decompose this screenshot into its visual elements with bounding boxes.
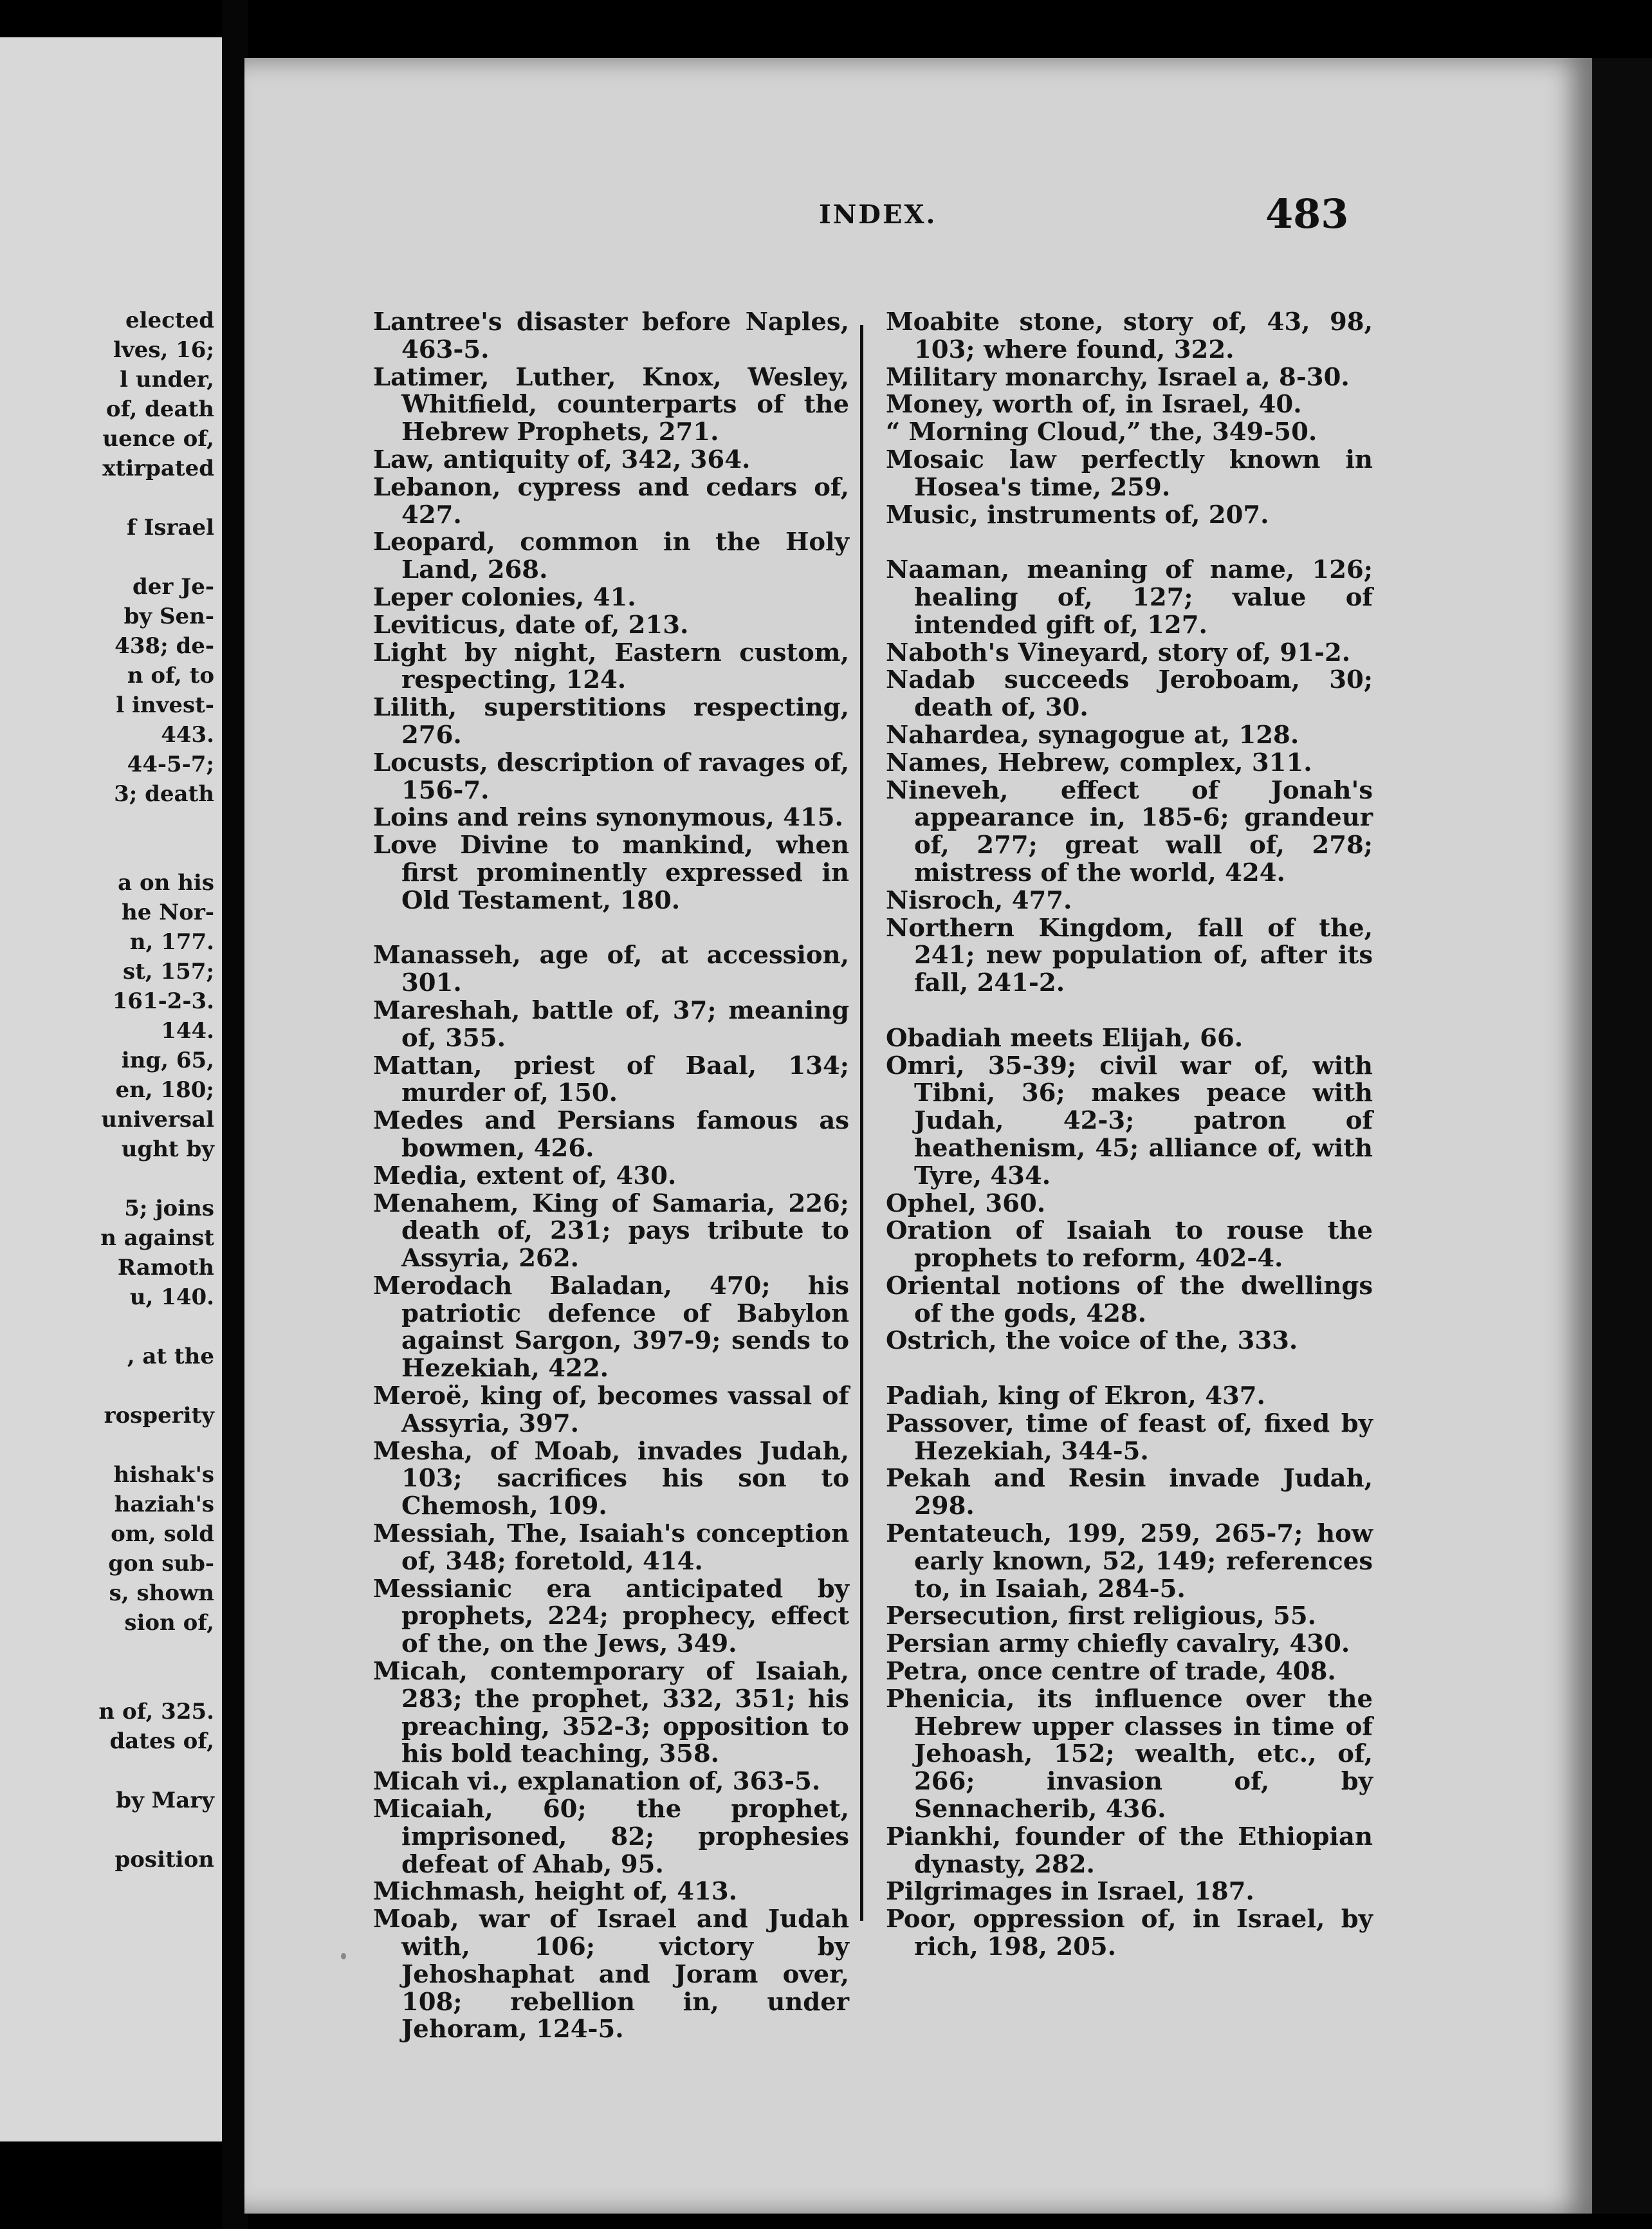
section-gap <box>373 915 849 943</box>
left-page-line: uence of, <box>102 426 214 452</box>
index-entry: Leviticus, date of, 213. <box>373 610 689 640</box>
index-entry: Nadab succeeds Jeroboam, 30; death of, 30. <box>886 665 1373 723</box>
index-entry: Padiah, king of Ekron, 437. <box>886 1382 1265 1411</box>
left-page-line: l invest- <box>116 692 214 718</box>
index-entry: Names, Hebrew, complex, 311. <box>886 748 1312 777</box>
index-entry: Moab, war of Israel and Judah with, 106; victory by Jehoshaphat and Joram over, 108; rebellion in, under Jehoram, 124-5. <box>373 1905 849 2044</box>
index-entry: Poor, oppression of, in Israel, by rich, 198, 205. <box>886 1905 1373 1962</box>
index-entry: Obadiah meets Elijah, 66. <box>886 1023 1244 1053</box>
index-entry: Naboth's Vineyard, story of, 91-2. <box>886 638 1351 667</box>
left-page-line: st, 157; <box>122 959 214 985</box>
left-page-line: lves, 16; <box>113 337 214 363</box>
index-entry: Petra, once centre of trade, 408. <box>886 1657 1336 1687</box>
index-entry: Law, antiquity of, 342, 364. <box>373 445 751 474</box>
index-entry: Micaiah, 60; the prophet, imprisoned, 82; prophesies defeat of Ahab, 95. <box>373 1795 849 1879</box>
left-page-line: haziah's <box>114 1492 214 1517</box>
left-page-line: xtirpated <box>102 456 214 481</box>
left-page-line: 144. <box>161 1018 214 1044</box>
left-page-line: dates of, <box>109 1728 214 1754</box>
left-page-line: hishak's <box>113 1462 214 1488</box>
index-entry: Pekah and Resin invade Judah, 298. <box>886 1464 1373 1521</box>
left-page-line: a on his <box>118 870 214 896</box>
index-entry: Media, extent of, 430. <box>373 1161 677 1190</box>
index-entry: Military monarchy, Israel a, 8-30. <box>886 362 1350 392</box>
index-entry: Piankhi, founder of the Ethiopian dynasty, 282. <box>886 1822 1373 1879</box>
section-gap <box>886 997 1373 1025</box>
left-page-line: sion of, <box>124 1610 214 1636</box>
left-page-line: position <box>115 1847 214 1873</box>
index-entry: Locusts, description of ravages of, 156-7. <box>373 748 849 805</box>
left-page-line: 443. <box>161 722 214 748</box>
index-entry: Nahardea, synagogue at, 128. <box>886 720 1299 750</box>
left-page-line: gon sub- <box>108 1551 214 1577</box>
left-page-line: l under, <box>120 367 214 393</box>
left-page-line: n against <box>100 1225 214 1251</box>
left-page-line: of, death <box>106 396 214 422</box>
left-page-line: rosperity <box>104 1403 214 1429</box>
index-entry: Micah, contemporary of Isaiah, 283; the prophet, 332, 351; his preaching, 352-3; opposition to his bold teaching, 358. <box>373 1657 849 1769</box>
left-page-line: , at the <box>127 1344 214 1369</box>
page-number: 483 <box>1265 190 1349 237</box>
index-entry: Leopard, common in the Holy Land, 268. <box>373 528 849 585</box>
left-page-line: he Nor- <box>122 900 214 925</box>
left-page-line: u, 140. <box>129 1284 214 1310</box>
index-entry: Leper colonies, 41. <box>373 582 636 612</box>
index-entry: Ostrich, the voice of the, 333. <box>886 1326 1298 1356</box>
index-entry: Phenicia, its influence over the Hebrew upper classes in time of Jehoash, 152; wealth, etc., of, 266; invasion of, by Sennacherib, 436. <box>886 1684 1373 1824</box>
index-entry: Lantree's disaster before Naples, 463-5. <box>373 308 849 364</box>
index-entry: Money, worth of, in Israel, 40. <box>886 390 1302 420</box>
section-gap <box>886 1355 1373 1383</box>
left-page-line: n of, 325. <box>98 1699 214 1725</box>
index-entry: Micah vi., explanation of, 363-5. <box>373 1767 821 1797</box>
index-entry: Lebanon, cypress and cedars of, 427. <box>373 472 849 530</box>
paper-speck <box>341 1953 346 1959</box>
running-head: INDEX. <box>819 199 937 230</box>
page-gutter <box>222 0 248 2229</box>
index-entry: Mattan, priest of Baal, 134; murder of, 150. <box>373 1051 849 1108</box>
left-page-line: elected <box>125 308 214 333</box>
index-entry: Lilith, superstitions respecting, 276. <box>373 693 849 750</box>
left-page-line: ing, 65, <box>121 1048 214 1073</box>
index-entry: Moabite stone, story of, 43, 98, 103; where found, 322. <box>886 308 1373 364</box>
index-entry: Nisroch, 477. <box>886 885 1072 915</box>
left-page-line: 3; death <box>114 781 214 807</box>
index-entry: Persecution, first religious, 55. <box>886 1602 1317 1631</box>
left-page-line: 438; de- <box>115 633 214 659</box>
index-entry: Nineveh, effect of Jonah's appearance in, 185-6; grandeur of, 277; great wall of, 278; mistress of the world, 424. <box>886 775 1373 887</box>
index-entry: Love Divine to mankind, when first prominently expressed in Old Testament, 180. <box>373 831 849 915</box>
index-entry: Omri, 35-39; civil war of, with Tibni, 36; makes peace with Judah, 42-3; patron of heathenism, 45; alliance of, with Tyre, 434. <box>886 1051 1373 1190</box>
index-entry: Messianic era anticipated by prophets, 224; prophecy, effect of the, on the Jews, 349. <box>373 1574 849 1659</box>
column-rule <box>860 325 863 1921</box>
left-page-line: en, 180; <box>115 1077 214 1103</box>
index-entry: Persian army chiefly cavalry, 430. <box>886 1629 1350 1659</box>
left-page-line: universal <box>101 1107 214 1133</box>
index-entry: Pentateuch, 199, 259, 265-7; how early known, 52, 149; references to, in Isaiah, 284-5. <box>886 1519 1373 1604</box>
index-entry: Oration of Isaiah to rouse the prophets to reform, 402-4. <box>886 1216 1373 1273</box>
left-page-line: by Mary <box>116 1788 214 1813</box>
index-entry: Mareshah, battle of, 37; meaning of, 355. <box>373 995 849 1053</box>
index-entry: Northern Kingdom, fall of the, 241; new population of, after its fall, 241-2. <box>886 913 1373 998</box>
index-column-left <box>373 309 849 2044</box>
index-entry: Latimer, Luther, Knox, Wesley, Whitfield, counterparts of the Hebrew Prophets, 271. <box>373 362 849 447</box>
left-page-line: der Je- <box>133 574 214 600</box>
left-page-line: Ramoth <box>117 1255 214 1281</box>
index-entry: Mosaic law perfectly known in Hosea's time, 259. <box>886 445 1373 502</box>
index-entry: Michmash, height of, 413. <box>373 1877 738 1907</box>
index-entry: Music, instruments of, 207. <box>886 500 1269 530</box>
left-page-fragment <box>0 37 222 2141</box>
index-entry: Menahem, King of Samaria, 226; death of, 231; pays tribute to Assyria, 262. <box>373 1188 849 1273</box>
index-entry: Merodach Baladan, 470; his patriotic defence of Babylon against Sargon, 397-9; sends to Hezekiah, 422. <box>373 1271 849 1383</box>
section-gap <box>886 529 1373 557</box>
left-page-line: s, shown <box>109 1580 214 1606</box>
left-page-line: 5; joins <box>124 1196 214 1221</box>
index-entry: Medes and Persians famous as bowmen, 426. <box>373 1106 849 1163</box>
index-entry: Naaman, meaning of name, 126; healing of, 127; value of intended gift of, 127. <box>886 555 1373 640</box>
left-page-line: om, sold <box>111 1521 214 1547</box>
index-entry: Passover, time of feast of, fixed by Hezekiah, 344-5. <box>886 1409 1373 1466</box>
index-entry: Oriental notions of the dwellings of the gods, 428. <box>886 1271 1373 1328</box>
index-entry: Manasseh, age of, at accession, 301. <box>373 941 849 998</box>
page-edge-shadow <box>1592 58 1652 2214</box>
left-page-line: n of, to <box>127 663 214 689</box>
index-entry: Light by night, Eastern custom, respecting, 124. <box>373 638 849 695</box>
index-entry: Meroë, king of, becomes vassal of Assyria, 397. <box>373 1382 849 1438</box>
left-page-line: 161-2-3. <box>112 988 214 1014</box>
index-entry: Loins and reins synonymous, 415. <box>373 803 843 833</box>
left-page-line: 44-5-7; <box>127 752 214 777</box>
left-page-line: n, 177. <box>129 929 214 955</box>
index-entry: Ophel, 360. <box>886 1188 1046 1218</box>
left-page-line: by Sen- <box>124 604 214 629</box>
index-entry: Pilgrimages in Israel, 187. <box>886 1877 1254 1907</box>
index-entry: “ Morning Cloud,” the, 349-50. <box>886 418 1317 447</box>
left-page-line: ught by <box>121 1136 214 1162</box>
index-entry: Mesha, of Moab, invades Judah, 103; sacrifices his son to Chemosh, 109. <box>373 1436 849 1521</box>
left-page-line: f Israel <box>127 515 214 541</box>
index-entry: Messiah, The, Isaiah's conception of, 348; foretold, 414. <box>373 1519 849 1576</box>
index-column-right <box>886 309 1373 1961</box>
